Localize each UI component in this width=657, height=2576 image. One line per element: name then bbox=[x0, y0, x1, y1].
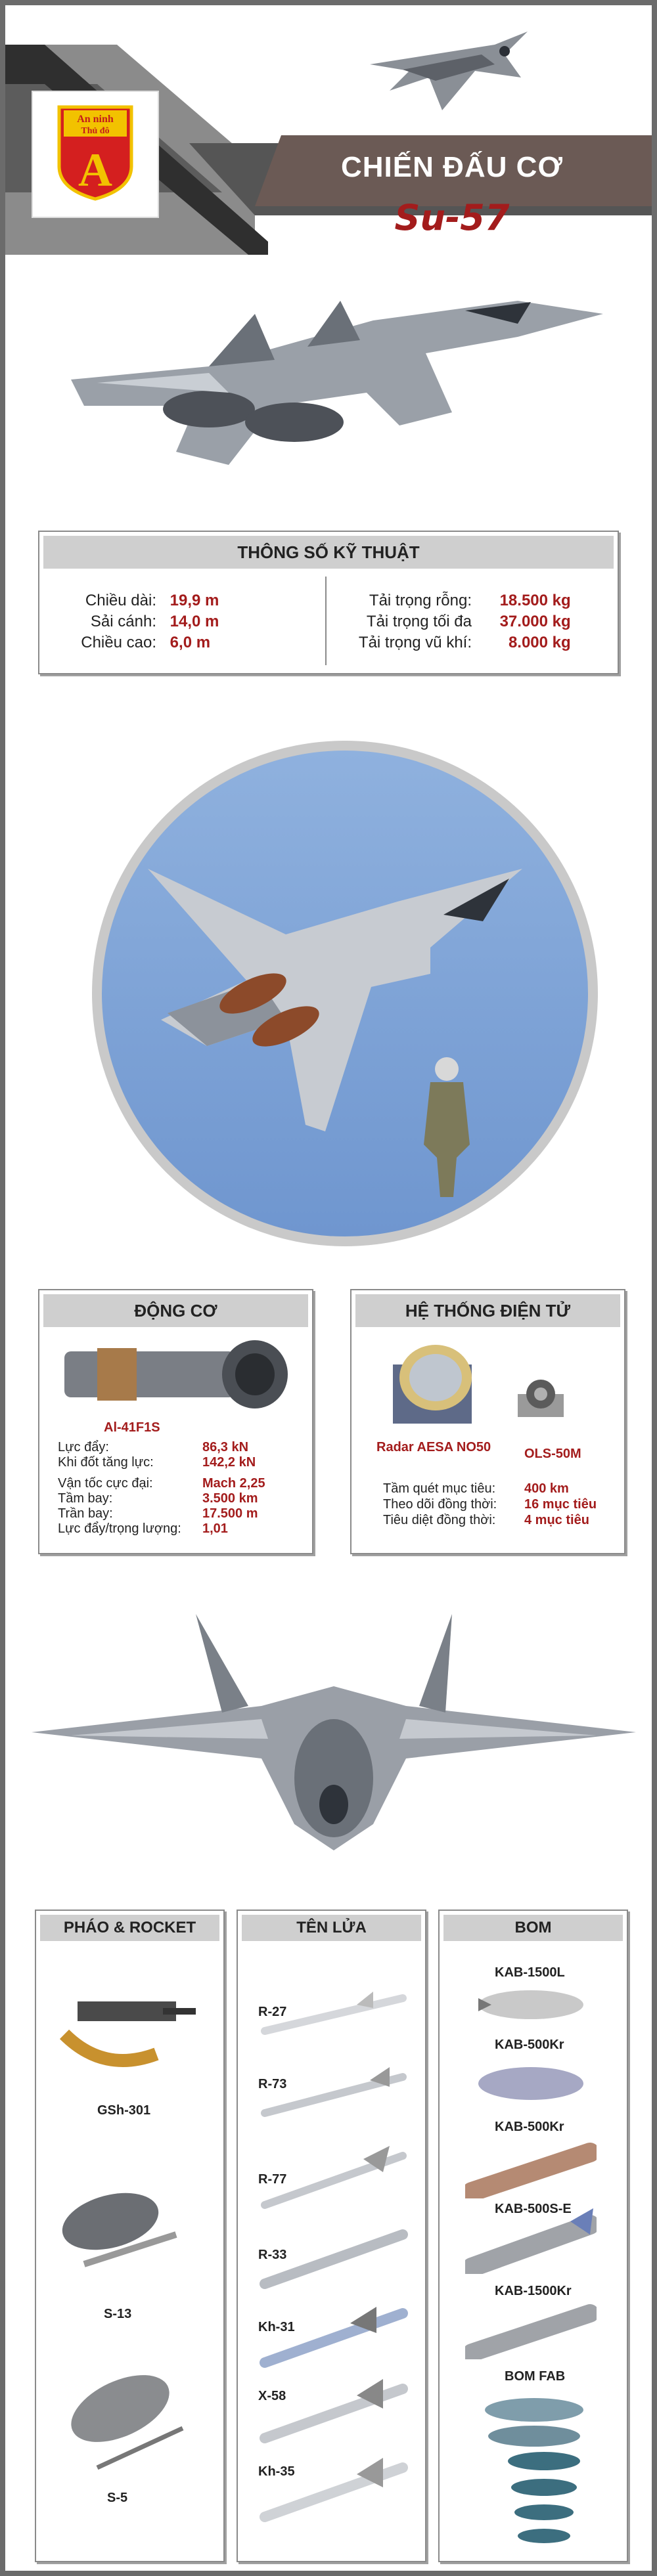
bomb-illustration bbox=[465, 2139, 597, 2198]
missile-illustration bbox=[258, 2139, 416, 2212]
weapon-label: S-5 bbox=[107, 2491, 128, 2505]
weapon-label: R-73 bbox=[258, 2077, 287, 2091]
jet-pilot-photo bbox=[89, 737, 601, 1250]
missile-illustration bbox=[258, 2451, 416, 2523]
missile-illustration bbox=[258, 2297, 416, 2369]
missile-illustration bbox=[258, 2372, 416, 2445]
electronics-row-label: Tầm quét mục tiêu: bbox=[383, 1481, 496, 1496]
engine-row-label: Vận tốc cực đại: bbox=[58, 1476, 153, 1491]
engine-row-value: 17.500 m bbox=[202, 1506, 258, 1521]
engine-row-label: Lực đẩy: bbox=[58, 1440, 109, 1454]
newspaper-logo bbox=[32, 91, 159, 218]
missile-illustration bbox=[258, 2061, 416, 2120]
svg-text:A: A bbox=[78, 144, 112, 196]
ols50m-sensor-illustration bbox=[511, 1371, 570, 1424]
engine-row-value: 142,2 kN bbox=[202, 1455, 256, 1470]
fab-bombs-illustration bbox=[472, 2395, 597, 2553]
engine-row-label: Tầm bay: bbox=[58, 1491, 113, 1506]
jet-front-illustration bbox=[32, 1607, 636, 1870]
electronics-row-value: 400 km bbox=[524, 1481, 569, 1496]
sensor-name: OLS-50M bbox=[524, 1447, 581, 1461]
weapon-label: R-77 bbox=[258, 2172, 287, 2187]
electronics-title: HỆ THỐNG ĐIỆN TỬ bbox=[355, 1294, 620, 1327]
electronics-row-label: Theo dõi đồng thời: bbox=[383, 1497, 497, 1512]
engine-row-value: 1,01 bbox=[202, 1521, 228, 1536]
engine-row-label: Trần bay: bbox=[58, 1506, 113, 1521]
electronics-row-value: 16 mục tiêu bbox=[524, 1497, 597, 1512]
missile-illustration bbox=[258, 2218, 416, 2290]
engine-row-label: Lực đẩy/trọng lượng: bbox=[58, 1521, 181, 1536]
s5-rocket-pod-illustration bbox=[58, 2369, 189, 2474]
bomb-illustration bbox=[465, 2300, 597, 2359]
svg-text:An ninh: An ninh bbox=[77, 114, 114, 125]
missiles-title: TÊN LỬA bbox=[242, 1915, 421, 1941]
infographic-page bbox=[5, 5, 652, 2571]
svg-text:Thủ đô: Thủ đô bbox=[81, 126, 110, 136]
weapon-label: KAB-500S-E bbox=[495, 2202, 572, 2216]
radar-illustration bbox=[380, 1338, 491, 1430]
bomb-illustration bbox=[475, 2061, 587, 2107]
specs-title: THÔNG SỐ KỸ THUẬT bbox=[43, 536, 614, 569]
page-title: CHIẾN ĐẤU CƠ bbox=[341, 151, 563, 183]
su57-jet-illustration bbox=[58, 274, 610, 485]
weapon-label: BOM FAB bbox=[505, 2369, 566, 2384]
gsh301-cannon-illustration bbox=[51, 1975, 196, 2074]
missile-illustration bbox=[258, 1985, 416, 2038]
electronics-row-label: Tiêu diệt đồng thời: bbox=[383, 1513, 496, 1527]
engine-title: ĐỘNG CƠ bbox=[43, 1294, 308, 1327]
bomb-illustration bbox=[475, 1985, 587, 2024]
weapon-label: GSh-301 bbox=[97, 2103, 151, 2118]
specs-divider bbox=[325, 577, 327, 665]
bomb-illustration bbox=[465, 2208, 597, 2274]
engine-row-value: 3.500 km bbox=[202, 1491, 258, 1506]
spec-max-weight: Tải trọng tối đa 37.000 kg bbox=[366, 613, 571, 630]
weapon-label: Kh-31 bbox=[258, 2320, 295, 2334]
weapon-label: R-27 bbox=[258, 2005, 287, 2019]
spec-height: Chiều cao: 6,0 m bbox=[81, 634, 211, 651]
aircraft-model: Su-57 bbox=[394, 197, 510, 238]
spec-wingspan: Sải cánh: 14,0 m bbox=[90, 613, 219, 630]
spec-length: Chiều dài: 19,9 m bbox=[85, 592, 219, 609]
spec-weapon-load: Tải trọng vũ khí: 8.000 kg bbox=[358, 634, 571, 651]
engine-row-value: Mach 2,25 bbox=[202, 1476, 265, 1491]
radar-name: Radar AESA NO50 bbox=[376, 1440, 491, 1454]
weapon-label: KAB-1500L bbox=[495, 1965, 565, 1980]
engine-row-label: Khi đốt tăng lực: bbox=[58, 1455, 154, 1470]
weapon-label: S-13 bbox=[104, 2307, 132, 2321]
bombs-title: BOM bbox=[443, 1915, 623, 1941]
shield-logo-icon bbox=[56, 104, 135, 202]
weapon-label: X-58 bbox=[258, 2389, 286, 2403]
spec-empty-weight: Tải trọng rỗng: 18.500 kg bbox=[369, 592, 571, 609]
s13-rocket-pod-illustration bbox=[58, 2185, 189, 2271]
guns-rockets-title: PHÁO & ROCKET bbox=[40, 1915, 219, 1941]
electronics-row-value: 4 mục tiêu bbox=[524, 1513, 589, 1527]
weapon-label: KAB-1500Kr bbox=[495, 2284, 572, 2298]
weapon-label: R-33 bbox=[258, 2248, 287, 2262]
weapon-label: KAB-500Kr bbox=[495, 2038, 564, 2052]
engine-row-value: 86,3 kN bbox=[202, 1440, 249, 1454]
engine-illustration bbox=[58, 1335, 294, 1414]
engine-name: Al-41F1S bbox=[104, 1420, 160, 1435]
weapon-label: Kh-35 bbox=[258, 2464, 295, 2479]
weapon-label: KAB-500Kr bbox=[495, 2120, 564, 2134]
